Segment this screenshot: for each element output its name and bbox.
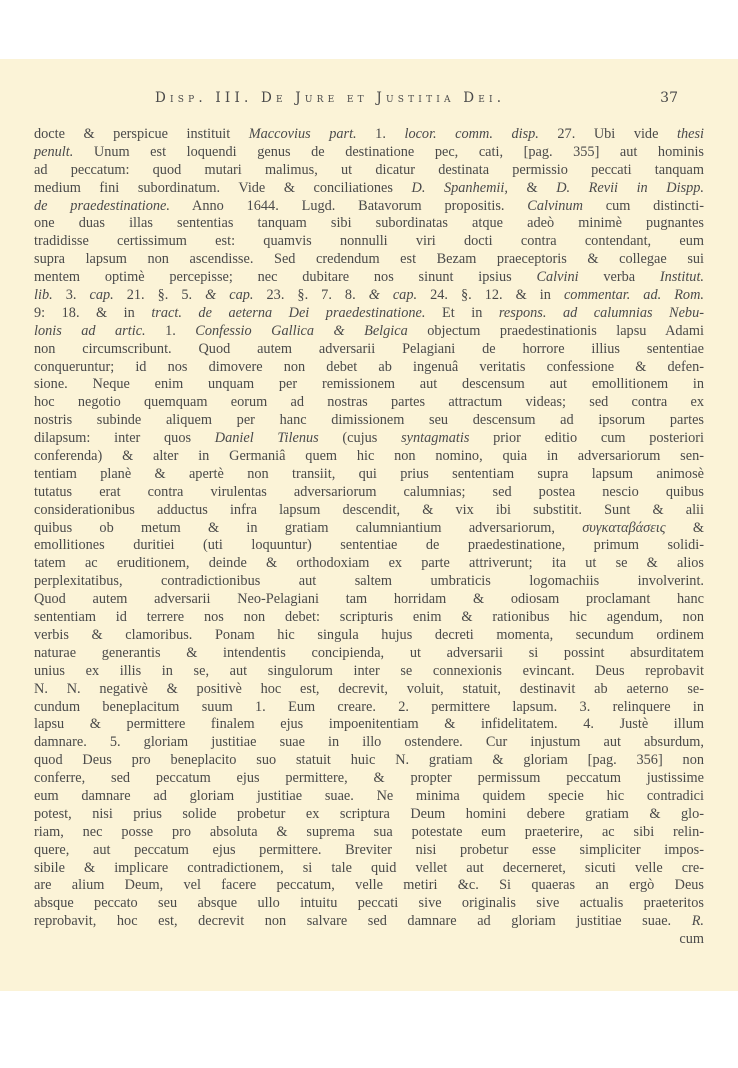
text-line	[34, 663, 704, 681]
text-run: cundum beneplacitum suum 1. Eum creare. 2. permittere lapsum. 3. relinquere in	[34, 698, 704, 715]
text-run: 1.	[356, 126, 405, 142]
text-run: unius ex illis in se, aut singulorum inter se connexionis evincant. Deus reprobavit	[34, 662, 704, 679]
text-run: 23. §. 7. 8.	[253, 287, 369, 304]
text-run: Daniel Tilenus	[214, 430, 319, 447]
text-line	[34, 269, 704, 287]
text-line	[34, 681, 704, 699]
text-line	[34, 394, 704, 412]
text-line	[34, 251, 704, 269]
text-line	[34, 913, 704, 931]
text-run: locor. comm. disp.	[404, 126, 539, 142]
book-page	[0, 59, 738, 991]
text-run: &	[665, 519, 704, 536]
text-line	[34, 430, 704, 448]
text-line	[34, 126, 704, 144]
text-line	[34, 734, 704, 752]
text-run: non circumscribunt. Quod autem adversarii Pelagiani de horrore illius sententiae	[34, 340, 704, 357]
text-run: respons. ad calumnias Nebu-	[498, 304, 704, 321]
text-run: conferenda) & alter in Germaniâ quem hic non nomino, quia in adversariorum sen-	[34, 448, 704, 465]
running-header	[60, 90, 678, 110]
text-line	[34, 484, 704, 502]
text-run: perplexitatibus, contradictionibus aut saltem umbraticis logomachiis involverint.	[34, 573, 704, 590]
text-line	[34, 198, 704, 216]
text-run: D. Spanhemii,	[411, 179, 508, 196]
text-line	[34, 359, 704, 377]
text-line	[34, 287, 704, 305]
text-run: verba	[578, 269, 660, 286]
text-line	[34, 341, 704, 359]
text-run: lonis ad artic.	[34, 322, 146, 339]
text-run: dilapsum: inter quos	[34, 430, 215, 447]
text-run: sententiam id terrere nos non debet: scripturis enim & rationibus hic agendum, non	[34, 609, 704, 626]
text-line	[34, 502, 704, 520]
text-run: emollitiones duritiei (uti loquuntur) sententiae de praedestinatione, primum solidi-	[34, 537, 704, 554]
running-title: Disp. III. De Jure et Justitia Dei.	[155, 90, 506, 106]
text-run: 24. §. 12. & in	[417, 287, 564, 304]
text-run: Unum est loquendi genus de destinatione pec, cati, [pag. 355] aut hominis	[73, 143, 704, 160]
text-run: Et in	[425, 304, 499, 321]
text-run: R.	[691, 913, 704, 930]
text-line	[34, 877, 704, 895]
text-line	[34, 376, 704, 394]
text-line	[34, 233, 704, 251]
text-line	[34, 180, 704, 198]
text-line	[34, 573, 704, 591]
text-line	[34, 591, 704, 609]
text-line	[34, 412, 704, 430]
text-run: damnare. 5. gloriam justitiae suae in illo ostendere. Cur injustum aut absurdum,	[34, 734, 704, 751]
text-run: conqueruntur; id nos dimovere non debet ab ingenuâ veritatis confessione & defen-	[34, 358, 704, 375]
text-run: tentiam planè & apertè non transiit, qui prius sententiam supra lapsum animosè	[34, 465, 704, 482]
text-line	[34, 931, 704, 949]
text-line	[34, 520, 704, 538]
text-run: considerationibus adductus infra lapsum descendit, & vix ibi substitit. Sunt & alii	[34, 501, 704, 518]
text-run: cap.	[89, 287, 114, 304]
text-run: cum distincti-	[582, 197, 704, 214]
text-run: verbis & clamoribus. Ponam hic singula hujus decreti momenta, secundum ordinem	[34, 626, 704, 643]
body-text	[34, 126, 704, 949]
text-run: 21. §. 5.	[113, 287, 206, 304]
text-line	[34, 466, 704, 484]
text-run: 3.	[52, 287, 90, 304]
text-run: reprobavit, hoc est, decrevit non salvare sed damnare ad gloriam justitiae suae.	[34, 913, 692, 930]
text-run: one duas illas sententias tanquam sibi subordinatas atque adeò minimè pugnantes	[34, 215, 704, 232]
text-line	[34, 770, 704, 788]
text-run: & cap.	[368, 287, 418, 304]
text-run: Confessio Gallica & Belgica	[195, 322, 408, 339]
text-run: supra lapsum non ascendisse. Sed credendum est Bezam praeceptoris & collegae sui	[34, 251, 704, 268]
text-run: riam, nec posse pro absoluta & suprema sua potestate eum praeterire, ac sibi relin-	[34, 823, 704, 840]
text-line	[34, 824, 704, 842]
text-run: N. N. negativè & positivè hoc est, decrevit, voluit, statuit, destinavit ab aeterno se-	[34, 680, 704, 697]
text-run: thesi	[676, 126, 704, 142]
text-line	[34, 609, 704, 627]
text-line	[34, 305, 704, 323]
text-run: commentar. ad. Rom.	[563, 287, 704, 304]
text-run: sibile & implicare contradictionem, si tale quid vellet aut decerneret, sicuti velle cre-	[34, 859, 704, 876]
text-line	[34, 448, 704, 466]
text-run: tatem ac eruditionem, deinde & orthodoxiam ex parte attriverunt; ita ut se & alios	[34, 555, 704, 572]
text-line	[34, 699, 704, 717]
text-run: potest, nisi prius solide probetur ex scriptura Deum homini debere gratiam & glo-	[34, 805, 704, 822]
text-run: 9: 18. & in	[34, 304, 152, 321]
text-line	[34, 806, 704, 824]
text-run: συγκαταβάσεις	[582, 519, 666, 536]
text-run: Maccovius part.	[248, 126, 357, 142]
text-line	[34, 537, 704, 555]
text-run: Institut.	[659, 269, 705, 286]
text-run: prior editio cum posteriori	[469, 430, 705, 447]
text-run: & cap.	[205, 287, 254, 304]
text-run: sione. Neque enim unquam per remissionem aut descensum aut emollitionem in	[34, 376, 704, 393]
text-run: Quod autem adversarii Neo-Pelagiani tam horridam & odiosam proclamant hanc	[34, 591, 704, 608]
text-line	[34, 162, 704, 180]
text-run: Calvini	[536, 269, 579, 286]
text-line	[34, 645, 704, 663]
text-run: tutatus erat contra virulentas adversariorum calumnias; sed postea nescio quibus	[34, 483, 704, 500]
text-run: &	[507, 179, 557, 196]
text-line	[34, 323, 704, 341]
text-line	[34, 860, 704, 878]
text-line	[34, 144, 704, 162]
text-run: de praedestinatione.	[34, 197, 170, 214]
text-run: lib.	[34, 287, 53, 304]
text-run: are alium Deum, vel facere peccatum, velle metiri &c. Si quaeras an ergò Deus	[34, 877, 704, 894]
text-line	[34, 716, 704, 734]
text-run: medium fini subordinatum. Vide & conciliationes	[34, 179, 412, 196]
text-line	[34, 895, 704, 913]
text-run: 27. Ubi vide	[538, 126, 677, 142]
text-run: D. Revii in Dispp.	[556, 179, 705, 196]
text-line	[34, 627, 704, 645]
text-run: mentem optimè percepisse; nec dubitare nos sinunt ipsius	[34, 269, 537, 286]
text-line	[34, 788, 704, 806]
text-run: cum	[679, 931, 704, 948]
text-run: ad peccatum: quod mutari malimus, ut dicatur destinata permissio peccati tanquam	[34, 161, 704, 178]
text-run: penult.	[34, 143, 74, 160]
text-run: (cujus	[318, 430, 402, 447]
text-line	[34, 752, 704, 770]
text-run: nostris subinde aliquem per hanc dimissionem seu descensum ad ipsorum partes	[34, 412, 704, 429]
text-run: eum damnare ad gloriam justitiae suae. Ne minima quidem specie hic contradici	[34, 787, 704, 804]
text-run: Anno 1644. Lugd. Batavorum propositis.	[169, 197, 528, 214]
text-run: absque peccato seu absque ullo intuitu peccati sive originalis sive actualis praeteritos	[34, 895, 704, 912]
text-run: quere, aut peccatum ejus permittere. Breviter nisi probetur esse simpliciter impos-	[34, 841, 704, 858]
text-run: conferre, sed peccatum ejus permittere, & propter permissum peccatum justissime	[34, 770, 704, 787]
text-line	[34, 215, 704, 233]
text-run: tract. de aeterna Dei praedestinatione.	[151, 304, 426, 321]
text-run: Calvinum	[527, 197, 583, 214]
text-run: syntagmatis	[401, 430, 470, 447]
text-run: lapsu & permittere finalem ejus impoenitentiam & infidelitatem. 4. Justè illum	[34, 716, 704, 733]
text-line	[34, 842, 704, 860]
text-run: naturae generantis & intendentis concipienda, ut adversarii si possint absurditatem	[34, 644, 704, 661]
text-run: hoc negotio quemquam eorum ad nostras partes attractum videas; sed contra ex	[34, 394, 704, 411]
text-run: quod Deus pro beneplacito suo statuit huic N. gratiam & gloriam [pag. 356] non	[34, 752, 704, 769]
page-number: 37	[660, 90, 678, 106]
text-line	[34, 555, 704, 573]
text-run: docte & perspicue instituit	[34, 126, 249, 142]
text-run: 1.	[145, 322, 196, 339]
text-run: tradidisse certissimum est: quamvis nonnulli viri docti contra contendant, eum	[34, 233, 704, 250]
text-run: objectum praedestinationis lapsu Adami	[407, 322, 704, 339]
text-run: quibus ob metum & in gratiam calumniantium adversariorum,	[34, 519, 583, 536]
